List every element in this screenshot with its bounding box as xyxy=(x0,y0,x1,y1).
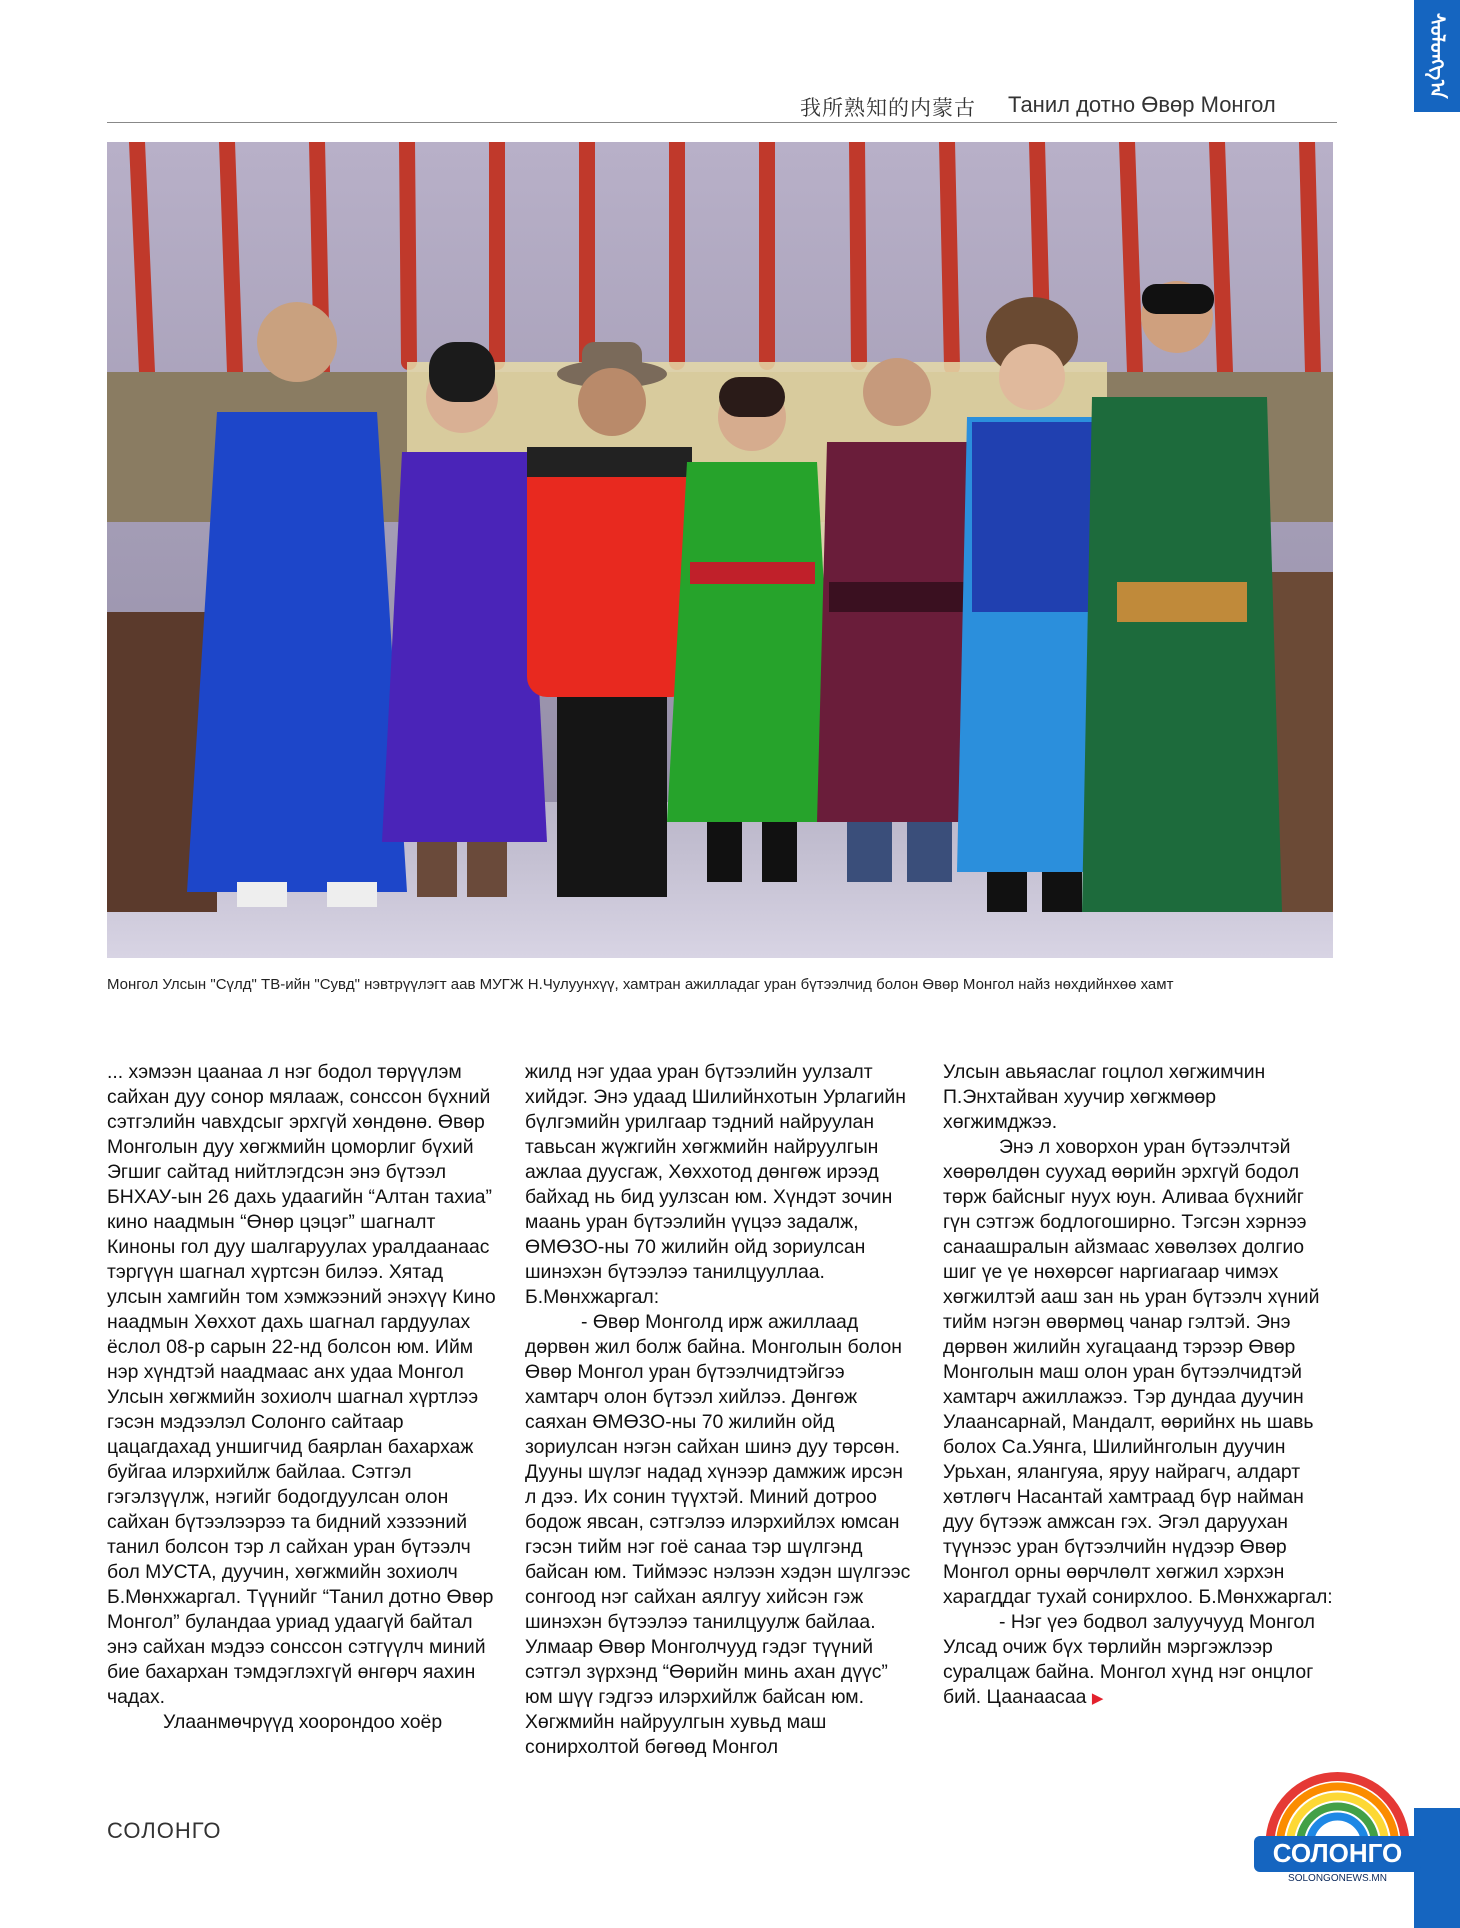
paragraph: Улсын авьяаслаг гоцлол хөгжимчин П.Энхтайван хуучир хөгжмөөр хөгжимджээ. xyxy=(943,1061,1266,1133)
header-title-mn: Танил дотно Өвөр Монгол xyxy=(1008,92,1276,117)
photo-caption: Монгол Улсын "Сүлд" ТВ-ийн "Сувд" нэвтрүүлэгт аав МУГЖ Н.Чулуунхүү, хамтран ажилладаг уран бүтээлчид болон Өвөр Монгол найз нөхдийнхөө хамт xyxy=(107,976,1174,993)
paragraph: Энэ л ховорхон уран бүтээлчтэй хөөрөлдөн суухад өөрийн эрхгүй бодол төрж байсныг нуух юун. Аливаа бүхнийг гүн сэтгэж бодлогоширно. Тэгсэн хэрнээ санаашралын айзмаас хөвөлзөх долгио шиг үе үе нөхөрсөг наргиагаар чимэх хөгжилтэй ааш зан нь уран бүтээлч хүний тийм нэгэн өвөрмөц чанар гэлтэй. Энэ дөрвөн жилийн хугацаанд тэрээр Өвөр Монголын маш олон уран бүтээлчидтэй хамтарч ажиллажээ. Тэр дундаа дуучин Улаансарнай, Мандалт, өөрийнх нь шавь болох Са.Уянга, Шилийнголын дуучин Урьхан, ялангуяа, яруу найрагч, алдарт хөтлөгч Насантай хамтраад бүр найман дуу бүтээж амжсан гэх. Эгэл даруухан түүнээс уран бүтээлчийн нүдээр Өвөр Монгол орны өөрчлөлт хөгжил хэрхэн харагддаг тухай сонирхлоо. Б.Мөнхжаргал: xyxy=(943,1136,1333,1608)
article-column-3 xyxy=(943,1060,1335,1711)
paragraph: жилд нэг удаа уран бүтээлийн уулзалт хийдэг. Энэ удаад Шилийнхотын Урлагийн бүлгэмийн урилгаар тэдний найруулан тавьсан жүжгийн хөгжмийн найруулгын ажлаа дуусгаж, Хөххотод дөнгөж ирээд байхад нь бид уулзсан юм. Хүндэт зочин маань уран бүтээлийн үүцээ задалж, ӨМӨЗО-ны 70 жилийн ойд зориулсан шинэхэн бүтээлээ танилцууллаа. Б.Мөнхжаргал: xyxy=(525,1061,906,1308)
header-title-zh: 我所熟知的内蒙古 xyxy=(800,96,976,120)
group-photo-illustration xyxy=(107,142,1333,958)
article-column-2 xyxy=(525,1060,917,1760)
logo-text: СОЛОНГО xyxy=(1272,1838,1403,1868)
paragraph: ... хэмээн цаанаа л нэг бодол төрүүлэм сайхан дуу сонор мялааж, сонссон бүхний сэтгэлийн чавхдсыг эрхгүй хөндөнө. Өвөр Монголын дуу хөгжмийн цоморлиг бүхий Эгшиг сайтад нийтлэгдсэн энэ бүтээл БНХАУ-ын 26 дахь удаагийн “Алтан тахиа” кино наадмын “Өнөр цэцэг” шагналт Киноны гол дуу шалгаруулах уралдаанаас тэргүүн шагнал хүртсэн билээ. Хятад улсын хамгийн том хэмжээний энэхүү Кино наадмын Хөххот дахь шагнал гардуулах ёслол 08-р сарын 22-нд болсон юм. Ийм нэр хүндтэй наадмаас анх удаа Монгол Улсын хөгжмийн зохиолч шагнал хүртлээ гэсэн мэдээлэл Солонго сайтаар цацагдахад уншигчид баярлан бахархаж буйгаа илэрхийлж байлаа. Сэтгэл гэгэлзүүлж, нэгийг бодогдуулсан олон сайхан бүтээлээрээ та бидний хэзээний танил болсон тэр л сайхан уран бүтээлч бол МУСТА, дуучин, хөгжмийн зохиолч Б.Мөнхжаргал. Түүнийг “Танил дотно Өвөр Монгол” буландаа уриад удаагүй байтал энэ сайхан мэдээ сонссон сэтгүүлч миний бие бахархан тэмдэглэхгүй өнгөрч яахин чадах. xyxy=(107,1061,496,1708)
group-photo xyxy=(107,142,1333,958)
page-number: 13 xyxy=(1256,1790,1274,1807)
paragraph: - Өвөр Монголд ирж ажиллаад дөрвөн жил болж байна. Монголын болон Өвөр Монгол уран бүтээлчидтэйгээ хамтарч олон бүтээл хийлээ. Дөнгөж саяхан ӨМӨЗО-ны 70 жилийн ойд зориулсан нэгэн сайхан шинэ дуу төрсөн. Дууны шүлэг надад хүнээр дамжиж ирсэн л дээ. Их сонин түүхтэй. Миний дотроо бодож явсан, сэтгэлээ илэрхийлэх юмсан гэсэн тийм нэг гоё санаа тэр шүлгэнд байсан юм. Тиймээс нэлээн хэдэн шүлгээс сонгоод нэг сайхан аялгуу хийсэн гэж шинэхэн бүтээлээ танилцуулж байлаа. Улмаар Өвөр Монголчууд гэдэг түүний сэтгэл зүрхэнд “Өөрийн минь ахан дүүс” юм шүү гэдгээ илэрхийлж байсан юм. Хөгжмийн найруулгын хувьд маш сонирхолтой бөгөөд Монгол xyxy=(525,1311,911,1758)
paragraph: Улаанмөчрүүд хоорондоо хоёр xyxy=(163,1711,443,1733)
solongo-logo xyxy=(1250,1764,1425,1884)
logo-url: SOLONGONEWS.MN xyxy=(1288,1873,1387,1884)
continue-arrow-icon: ▶ xyxy=(1091,1690,1104,1707)
side-tab-text: ᠰᠣᠯᠣᠩᠭ᠎ᠠ xyxy=(1425,13,1448,99)
paragraph-text: - Нэг үеэ бодвол залуучууд Монгол Улсад очиж бүх төрлийн мэргэжлээр суралцаж байна. Монгол хүнд нэг онцлог бий. Цаанаасаа xyxy=(943,1611,1315,1708)
side-tab xyxy=(1414,0,1460,112)
article-column-1 xyxy=(107,1060,499,1735)
footer-brand: СОЛОНГО xyxy=(107,1818,222,1843)
header-divider xyxy=(107,122,1337,123)
paragraph xyxy=(943,1610,1335,1711)
